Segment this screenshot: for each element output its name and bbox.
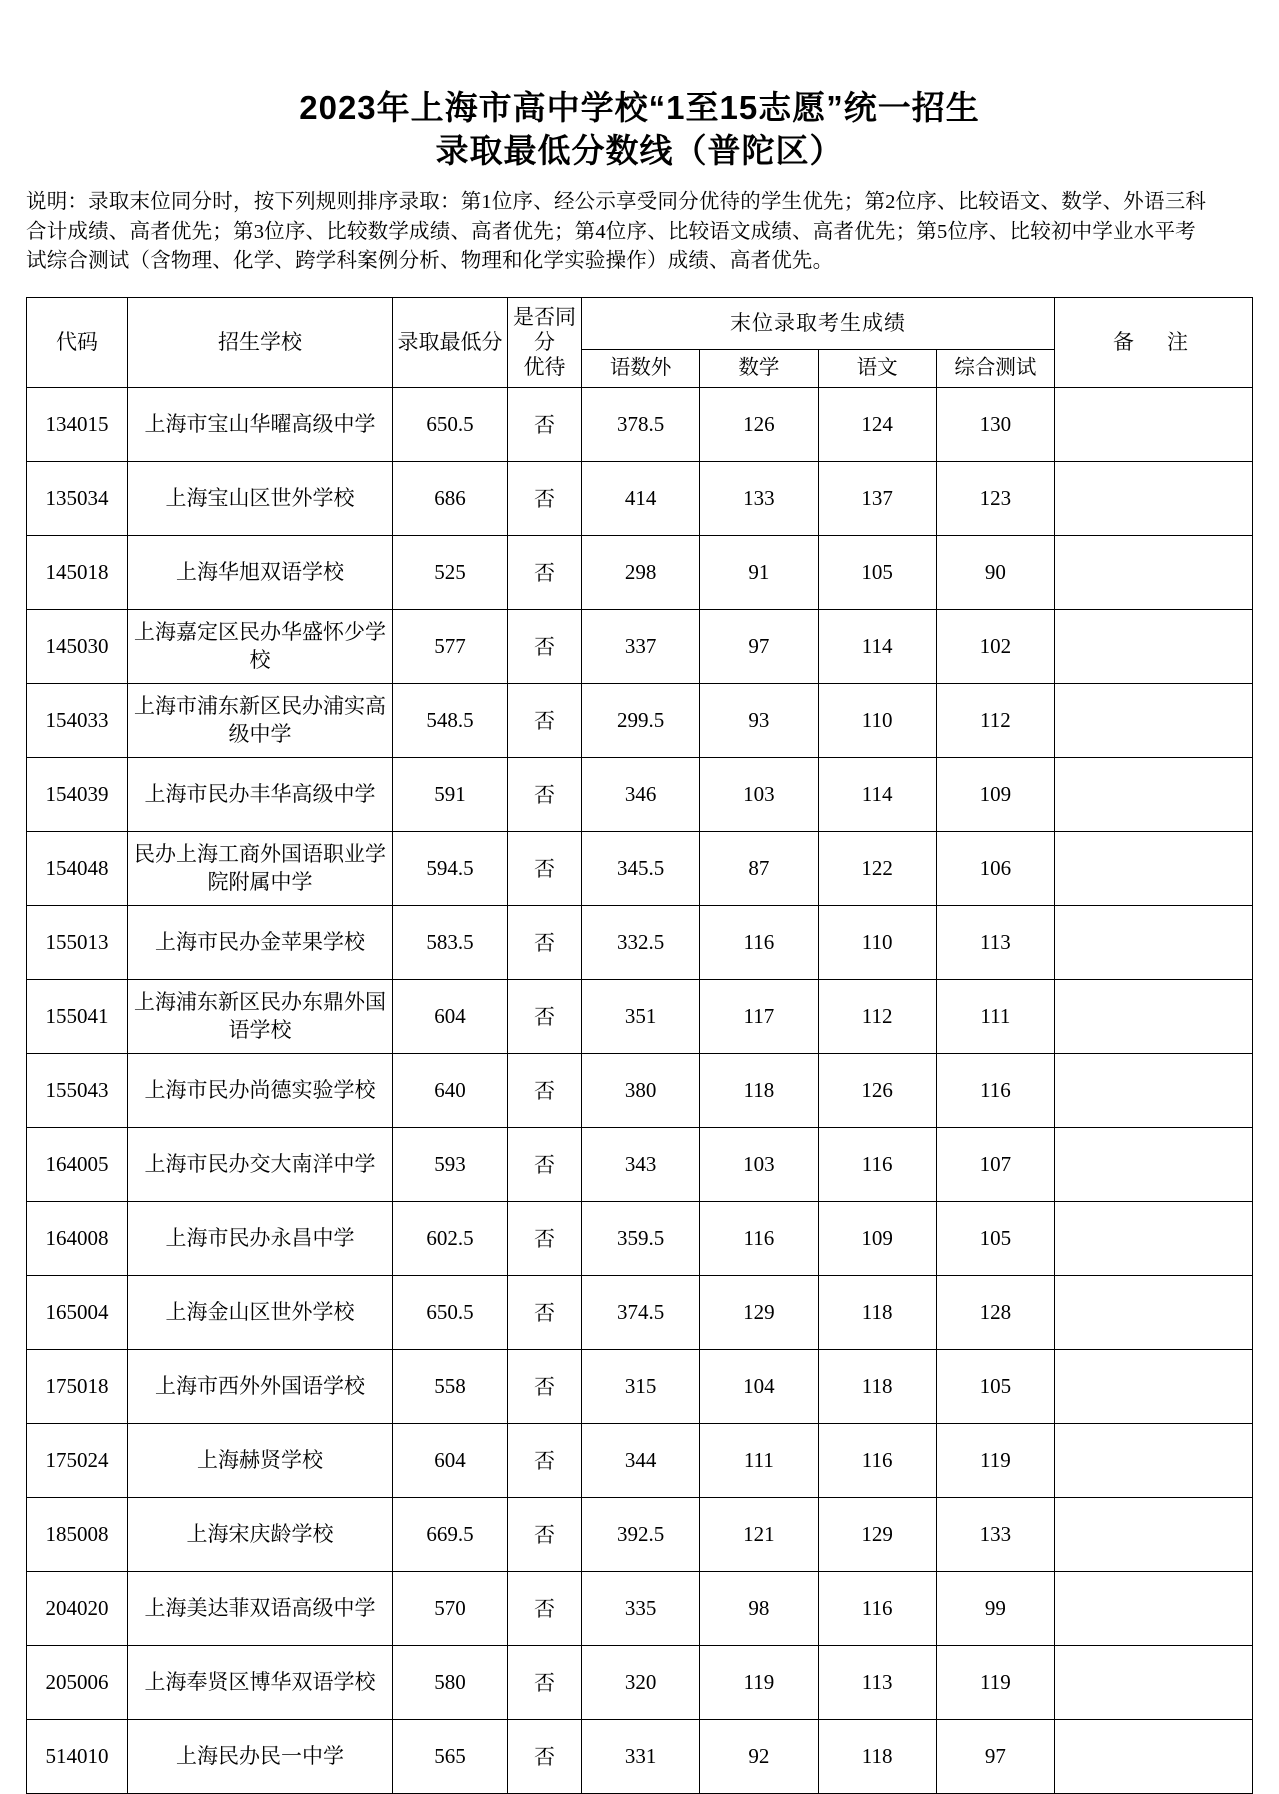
- cell-comprehensive: 133: [936, 1497, 1054, 1571]
- cell-math: 121: [700, 1497, 818, 1571]
- cell-chinese-math-english: 392.5: [582, 1497, 700, 1571]
- cell-code: 145030: [27, 609, 128, 683]
- cell-chinese: 113: [818, 1645, 936, 1719]
- cell-school: 民办上海工商外国语职业学院附属中学: [128, 831, 393, 905]
- cell-school: 上海美达菲双语高级中学: [128, 1571, 393, 1645]
- cell-math: 126: [700, 387, 818, 461]
- cell-school: 上海赫贤学校: [128, 1423, 393, 1497]
- page-title: [0, 0, 1279, 172]
- cell-code: 134015: [27, 387, 128, 461]
- cell-chinese-math-english: 414: [582, 461, 700, 535]
- note-line-3: 试综合测试（含物理、化学、跨学科案例分析、物理和化学实验操作）成绩、高者优先。: [26, 250, 834, 272]
- cell-school: 上海宝山区世外学校: [128, 461, 393, 535]
- cell-remark: [1055, 1719, 1253, 1793]
- cell-min-score: 548.5: [393, 683, 508, 757]
- cell-code: 135034: [27, 461, 128, 535]
- table-body: [27, 387, 1253, 1793]
- cell-math: 111: [700, 1423, 818, 1497]
- cell-remark: [1055, 1645, 1253, 1719]
- cell-math: 103: [700, 1127, 818, 1201]
- header-sub-chinese-math-english: 语数外: [582, 349, 700, 387]
- cell-school: 上海奉贤区博华双语学校: [128, 1645, 393, 1719]
- cell-code: 205006: [27, 1645, 128, 1719]
- cell-school: 上海市民办永昌中学: [128, 1201, 393, 1275]
- cell-comprehensive: 130: [936, 387, 1054, 461]
- cell-chinese: 116: [818, 1423, 936, 1497]
- cell-chinese: 114: [818, 609, 936, 683]
- cell-school: 上海华旭双语学校: [128, 535, 393, 609]
- cell-code: 155041: [27, 979, 128, 1053]
- table-row: [27, 1275, 1253, 1349]
- cell-math: 133: [700, 461, 818, 535]
- cell-chinese: 112: [818, 979, 936, 1053]
- cell-chinese: 110: [818, 683, 936, 757]
- cell-chinese-math-english: 332.5: [582, 905, 700, 979]
- cell-comprehensive: 106: [936, 831, 1054, 905]
- cell-code: 164005: [27, 1127, 128, 1201]
- cell-remark: [1055, 387, 1253, 461]
- cell-chinese: 118: [818, 1349, 936, 1423]
- cell-comprehensive: 116: [936, 1053, 1054, 1127]
- cell-tie-benefit: 否: [508, 1053, 582, 1127]
- cell-min-score: 669.5: [393, 1497, 508, 1571]
- cell-chinese: 129: [818, 1497, 936, 1571]
- cell-chinese-math-english: 374.5: [582, 1275, 700, 1349]
- cell-comprehensive: 97: [936, 1719, 1054, 1793]
- table-row: [27, 461, 1253, 535]
- cell-min-score: 570: [393, 1571, 508, 1645]
- cell-math: 98: [700, 1571, 818, 1645]
- header-sub-chinese: 语文: [818, 349, 936, 387]
- cell-tie-benefit: 否: [508, 757, 582, 831]
- cell-chinese-math-english: 344: [582, 1423, 700, 1497]
- cell-tie-benefit: 否: [508, 1127, 582, 1201]
- table-row: [27, 1423, 1253, 1497]
- cell-school: 上海市宝山华曜高级中学: [128, 387, 393, 461]
- header-min-score: 录取最低分: [393, 297, 508, 387]
- cell-min-score: 604: [393, 979, 508, 1053]
- cell-comprehensive: 107: [936, 1127, 1054, 1201]
- cell-min-score: 580: [393, 1645, 508, 1719]
- cell-code: 165004: [27, 1275, 128, 1349]
- cell-remark: [1055, 979, 1253, 1053]
- cell-tie-benefit: 否: [508, 1275, 582, 1349]
- cell-math: 116: [700, 1201, 818, 1275]
- cell-remark: [1055, 831, 1253, 905]
- cell-chinese-math-english: 378.5: [582, 387, 700, 461]
- cell-remark: [1055, 609, 1253, 683]
- cell-min-score: 525: [393, 535, 508, 609]
- cell-code: 175018: [27, 1349, 128, 1423]
- cell-remark: [1055, 461, 1253, 535]
- cell-comprehensive: 102: [936, 609, 1054, 683]
- note-line-2: 合计成绩、高者优先；第3位序、比较数学成绩、高者优先；第4位序、比较语文成绩、高者优先；第5位序、比较初中学业水平考: [26, 220, 1196, 243]
- cell-math: 116: [700, 905, 818, 979]
- cell-comprehensive: 119: [936, 1423, 1054, 1497]
- table-row: [27, 1645, 1253, 1719]
- cell-comprehensive: 119: [936, 1645, 1054, 1719]
- cell-tie-benefit: 否: [508, 1571, 582, 1645]
- cell-chinese-math-english: 345.5: [582, 831, 700, 905]
- cell-comprehensive: 99: [936, 1571, 1054, 1645]
- cell-school: 上海市民办金苹果学校: [128, 905, 393, 979]
- cell-remark: [1055, 1571, 1253, 1645]
- header-sub-comprehensive: 综合测试: [936, 349, 1054, 387]
- cell-chinese: 105: [818, 535, 936, 609]
- cell-min-score: 640: [393, 1053, 508, 1127]
- cell-chinese-math-english: 359.5: [582, 1201, 700, 1275]
- cell-remark: [1055, 1423, 1253, 1497]
- cell-chinese-math-english: 299.5: [582, 683, 700, 757]
- table-row: [27, 979, 1253, 1053]
- cell-min-score: 604: [393, 1423, 508, 1497]
- cell-remark: [1055, 535, 1253, 609]
- cell-math: 97: [700, 609, 818, 683]
- cell-school: 上海市民办尚德实验学校: [128, 1053, 393, 1127]
- cell-remark: [1055, 1349, 1253, 1423]
- header-remark: 备 注: [1055, 297, 1253, 387]
- cell-comprehensive: 112: [936, 683, 1054, 757]
- table-row: [27, 609, 1253, 683]
- cell-tie-benefit: 否: [508, 1719, 582, 1793]
- cell-min-score: 558: [393, 1349, 508, 1423]
- cell-code: 175024: [27, 1423, 128, 1497]
- cell-chinese: 126: [818, 1053, 936, 1127]
- cell-min-score: 650.5: [393, 387, 508, 461]
- cell-tie-benefit: 否: [508, 831, 582, 905]
- cell-math: 103: [700, 757, 818, 831]
- cell-code: 204020: [27, 1571, 128, 1645]
- cell-chinese: 124: [818, 387, 936, 461]
- cell-chinese-math-english: 320: [582, 1645, 700, 1719]
- admission-scores-table: [26, 297, 1253, 1794]
- cell-remark: [1055, 1497, 1253, 1571]
- cell-min-score: 593: [393, 1127, 508, 1201]
- cell-tie-benefit: 否: [508, 1201, 582, 1275]
- cell-comprehensive: 111: [936, 979, 1054, 1053]
- cell-comprehensive: 105: [936, 1349, 1054, 1423]
- table-row: [27, 1349, 1253, 1423]
- table-header: [27, 297, 1253, 387]
- cell-min-score: 602.5: [393, 1201, 508, 1275]
- cell-math: 118: [700, 1053, 818, 1127]
- cell-school: 上海宋庆龄学校: [128, 1497, 393, 1571]
- cell-code: 155013: [27, 905, 128, 979]
- cell-math: 92: [700, 1719, 818, 1793]
- cell-chinese: 116: [818, 1571, 936, 1645]
- cell-school: 上海浦东新区民办东鼎外国语学校: [128, 979, 393, 1053]
- cell-school: 上海市民办丰华高级中学: [128, 757, 393, 831]
- cell-remark: [1055, 1275, 1253, 1349]
- cell-code: 154048: [27, 831, 128, 905]
- cell-min-score: 686: [393, 461, 508, 535]
- cell-chinese: 110: [818, 905, 936, 979]
- cell-min-score: 565: [393, 1719, 508, 1793]
- table-row: [27, 535, 1253, 609]
- table-row: [27, 1127, 1253, 1201]
- cell-chinese-math-english: 315: [582, 1349, 700, 1423]
- cell-comprehensive: 113: [936, 905, 1054, 979]
- cell-min-score: 650.5: [393, 1275, 508, 1349]
- cell-chinese-math-english: 343: [582, 1127, 700, 1201]
- cell-code: 154039: [27, 757, 128, 831]
- cell-school: 上海金山区世外学校: [128, 1275, 393, 1349]
- cell-school: 上海市浦东新区民办浦实高级中学: [128, 683, 393, 757]
- cell-tie-benefit: 否: [508, 461, 582, 535]
- cell-chinese-math-english: 331: [582, 1719, 700, 1793]
- note-line-1: 说明：录取末位同分时，按下列规则排序录取：第1位序、经公示享受同分优待的学生优先；第2位序、比较语文、数学、外语三科: [26, 191, 1207, 213]
- header-sub-math: 数学: [700, 349, 818, 387]
- cell-chinese-math-english: 298: [582, 535, 700, 609]
- cell-remark: [1055, 757, 1253, 831]
- cell-remark: [1055, 1053, 1253, 1127]
- cell-code: 155043: [27, 1053, 128, 1127]
- cell-math: 93: [700, 683, 818, 757]
- table-row: [27, 757, 1253, 831]
- cell-remark: [1055, 1201, 1253, 1275]
- cell-math: 87: [700, 831, 818, 905]
- cell-tie-benefit: 否: [508, 1645, 582, 1719]
- table-row: [27, 831, 1253, 905]
- cell-school: 上海市民办交大南洋中学: [128, 1127, 393, 1201]
- cell-chinese: 116: [818, 1127, 936, 1201]
- cell-code: 164008: [27, 1201, 128, 1275]
- cell-chinese-math-english: 335: [582, 1571, 700, 1645]
- cell-tie-benefit: 否: [508, 1423, 582, 1497]
- cell-code: 145018: [27, 535, 128, 609]
- cell-chinese: 118: [818, 1719, 936, 1793]
- table-header-row-primary: [27, 297, 1253, 349]
- cell-comprehensive: 90: [936, 535, 1054, 609]
- cell-chinese: 137: [818, 461, 936, 535]
- explanatory-note: [26, 188, 1253, 277]
- cell-math: 91: [700, 535, 818, 609]
- cell-remark: [1055, 1127, 1253, 1201]
- cell-code: 154033: [27, 683, 128, 757]
- cell-school: 上海民办民一中学: [128, 1719, 393, 1793]
- header-tie-benefit-line1: 是否同分: [513, 304, 576, 354]
- title-line-1: 2023年上海市高中学校“1至15志愿”统一招生: [299, 89, 980, 126]
- cell-school: 上海嘉定区民办华盛怀少学校: [128, 609, 393, 683]
- cell-tie-benefit: 否: [508, 905, 582, 979]
- cell-remark: [1055, 905, 1253, 979]
- cell-comprehensive: 128: [936, 1275, 1054, 1349]
- cell-chinese: 109: [818, 1201, 936, 1275]
- table-row: [27, 1571, 1253, 1645]
- cell-school: 上海市西外外国语学校: [128, 1349, 393, 1423]
- cell-min-score: 594.5: [393, 831, 508, 905]
- cell-chinese-math-english: 351: [582, 979, 700, 1053]
- header-tie-benefit: [508, 297, 582, 387]
- cell-chinese-math-english: 380: [582, 1053, 700, 1127]
- table-row: [27, 1201, 1253, 1275]
- cell-tie-benefit: 否: [508, 1349, 582, 1423]
- cell-math: 117: [700, 979, 818, 1053]
- cell-math: 119: [700, 1645, 818, 1719]
- table-row: [27, 905, 1253, 979]
- table-row: [27, 683, 1253, 757]
- header-school: 招生学校: [128, 297, 393, 387]
- cell-comprehensive: 109: [936, 757, 1054, 831]
- cell-chinese: 114: [818, 757, 936, 831]
- cell-chinese: 122: [818, 831, 936, 905]
- table-row: [27, 1497, 1253, 1571]
- table-row: [27, 387, 1253, 461]
- cell-tie-benefit: 否: [508, 387, 582, 461]
- title-line-2: 录取最低分数线（普陀区）: [435, 132, 844, 169]
- cell-code: 185008: [27, 1497, 128, 1571]
- cell-tie-benefit: 否: [508, 535, 582, 609]
- cell-min-score: 577: [393, 609, 508, 683]
- cell-chinese: 118: [818, 1275, 936, 1349]
- cell-tie-benefit: 否: [508, 979, 582, 1053]
- cell-tie-benefit: 否: [508, 609, 582, 683]
- header-code: 代码: [27, 297, 128, 387]
- cell-min-score: 583.5: [393, 905, 508, 979]
- table-row: [27, 1053, 1253, 1127]
- cell-chinese-math-english: 337: [582, 609, 700, 683]
- cell-tie-benefit: 否: [508, 683, 582, 757]
- header-tie-benefit-line2: 优待: [523, 354, 566, 379]
- cell-code: 514010: [27, 1719, 128, 1793]
- cell-math: 104: [700, 1349, 818, 1423]
- cell-tie-benefit: 否: [508, 1497, 582, 1571]
- cell-comprehensive: 105: [936, 1201, 1054, 1275]
- header-last-admitted-group: 末位录取考生成绩: [582, 297, 1055, 349]
- cell-math: 129: [700, 1275, 818, 1349]
- cell-remark: [1055, 683, 1253, 757]
- cell-comprehensive: 123: [936, 461, 1054, 535]
- cell-chinese-math-english: 346: [582, 757, 700, 831]
- table-row: [27, 1719, 1253, 1793]
- cell-min-score: 591: [393, 757, 508, 831]
